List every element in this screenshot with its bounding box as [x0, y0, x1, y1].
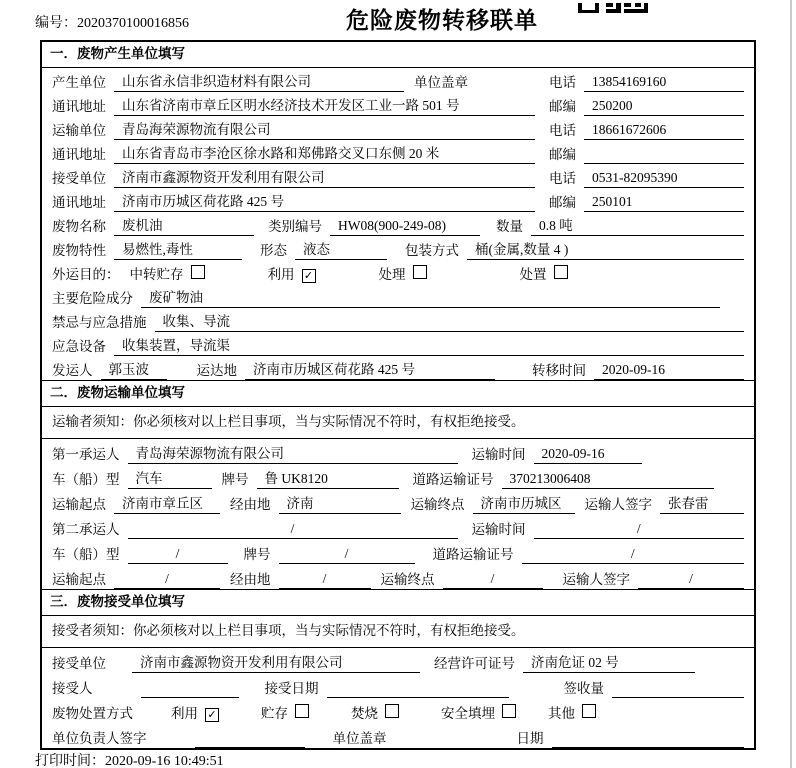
transport-zip-label: 邮编: [549, 147, 576, 162]
receiver-zip-value: 250101: [584, 192, 744, 212]
row-route2: [42, 564, 754, 589]
receiver-unit-value: 济南市鑫源物资开发利用有限公司: [114, 168, 535, 188]
destination-label: 运达地: [196, 363, 237, 378]
carrier-sign1-label: 运输人签字: [584, 497, 652, 512]
via1-value: 济南: [279, 494, 401, 514]
road-permit2-label: 道路运输证号: [432, 547, 514, 562]
treat-label: 处理: [378, 267, 406, 282]
receiver-phone-value: 0531-82095390: [584, 168, 744, 188]
acceptor-label: 接受人: [52, 681, 93, 696]
transfer-date-label: 转移时间: [532, 363, 586, 378]
row-transfer-purpose: [42, 260, 754, 284]
producer-phone-label: 电话: [549, 75, 576, 90]
transfer-date-value: 2020-09-16: [594, 360, 744, 380]
road-permit1-label: 道路运输证号: [412, 472, 494, 487]
qr-code-fragment-icon: [578, 0, 648, 10]
producer-zip-value: 250200: [584, 96, 744, 116]
responsible-signature-label: 单位负责人签字: [52, 731, 147, 746]
option-disposal-storage: [261, 704, 309, 723]
second-carrier-label: 第二承运人: [52, 522, 120, 537]
shipper-label: 发运人: [52, 363, 93, 378]
signed-quantity-value: [612, 679, 744, 698]
second-carrier-value: /: [128, 519, 458, 539]
accept-date-value: [327, 679, 509, 698]
transport-phone-value: 18661672606: [584, 120, 744, 140]
row-waste-property: [42, 236, 754, 260]
destination-value: 济南市历城区荷花路 425 号: [245, 360, 495, 380]
row-acceptor: [42, 673, 754, 698]
row-responsible-signature: [42, 723, 754, 748]
row-receiver-unit: [42, 164, 754, 188]
vehicle-type1-value: 汽车: [128, 469, 212, 489]
utilize-checkbox: ✓: [302, 269, 316, 283]
receiver-phone-label: 电话: [549, 171, 576, 186]
scan-edge-artifact: [790, 0, 792, 768]
form-state-label: 形态: [260, 243, 287, 258]
row-waste-name: [42, 212, 754, 236]
option-treat: [379, 265, 427, 284]
disposal-incinerate-label: 焚烧: [351, 706, 378, 721]
receiver-unit-label: 接受单位: [52, 171, 106, 186]
transport-unit-value: 青岛海荣源物流有限公司: [114, 120, 535, 140]
utilize-label: 利用: [267, 267, 295, 282]
row-receiver-address: [42, 188, 754, 212]
carrier-sign2-value: /: [638, 569, 744, 589]
receiver-zip-label: 邮编: [549, 195, 576, 210]
disposal-landfill-label: 安全填埋: [441, 706, 495, 721]
row-producer-unit: [42, 68, 754, 92]
option-dispose: [520, 265, 568, 284]
emergency-equipment-value: 收集装置，导流渠: [114, 336, 744, 356]
accepting-unit-label: 接受单位: [52, 656, 106, 671]
disposal-storage-checkbox: [295, 704, 309, 718]
plate2-label: 牌号: [243, 547, 271, 562]
signed-quantity-label: 签收量: [563, 681, 604, 696]
form-state-value: 液态: [295, 240, 387, 260]
disposal-utilize-label: 利用: [171, 706, 198, 721]
row-first-carrier: [42, 439, 754, 464]
row-vehicle-type2: [42, 539, 754, 564]
first-carrier-label: 第一承运人: [52, 447, 120, 462]
section-receiver: [42, 589, 754, 748]
row-vehicle-type1: [42, 464, 754, 489]
transport-time1-value: 2020-09-16: [534, 444, 642, 464]
row-disposal-method: [42, 698, 754, 723]
transport-time2-value: /: [534, 519, 745, 539]
waste-property-label: 废物特性: [52, 243, 106, 258]
quantity-label: 数量: [496, 219, 523, 234]
serial-number: [35, 12, 189, 32]
serial-label: 编号：: [35, 16, 77, 31]
disposal-method-label: 废物处置方式: [52, 706, 133, 721]
treat-checkbox: [413, 265, 427, 279]
origin1-label: 运输起点: [52, 497, 106, 512]
transit-storage-checkbox: [191, 265, 205, 279]
first-carrier-value: 青岛海荣源物流有限公司: [128, 444, 458, 464]
row-emergency-equipment: [42, 332, 754, 356]
row-emergency-measures: [42, 308, 754, 332]
license-label: 经营许可证号: [434, 656, 515, 671]
category-code-value: HW08(900-249-08): [330, 216, 480, 236]
row-producer-address: [42, 92, 754, 116]
transport-zip-value: [584, 145, 744, 164]
option-disposal-utilize: [171, 704, 219, 723]
accepting-unit-value: 济南市鑫源物资开发利用有限公司: [132, 653, 420, 673]
option-disposal-other: [548, 704, 596, 723]
row-accepting-unit: [42, 648, 754, 673]
receiver-unit-seal-label: 单位盖章: [332, 731, 387, 746]
road-permit1-value: 370213006408: [502, 469, 714, 489]
acceptor-value: [141, 679, 239, 698]
row-second-carrier: [42, 514, 754, 539]
carrier-sign2-label: 运输人签字: [562, 572, 630, 587]
print-time-value: 2020-09-16 10:49:51: [105, 754, 224, 768]
endpoint1-value: 济南市历城区: [473, 494, 575, 514]
transport-address-label: 通讯地址: [52, 147, 106, 162]
page-title: 危险废物转移联单: [346, 7, 538, 33]
packaging-label: 包装方式: [405, 243, 459, 258]
row-transport-unit: [42, 116, 754, 140]
option-disposal-incinerate: [351, 704, 399, 723]
disposal-incinerate-checkbox: [385, 704, 399, 718]
disposal-other-label: 其他: [548, 706, 575, 721]
carrier-sign1-value: 张春雷: [660, 494, 744, 514]
option-disposal-landfill: [441, 704, 516, 723]
transport-address-value: 山东省青岛市李沧区徐水路和郑佛路交叉口东侧 20 米: [114, 144, 535, 164]
via2-label: 经由地: [230, 572, 271, 587]
origin2-value: /: [114, 569, 220, 589]
emergency-measures-value: 收集、导流: [155, 312, 745, 332]
row-route1: [42, 489, 754, 514]
vehicle-type2-value: /: [128, 544, 228, 564]
accept-date-label: 接受日期: [264, 681, 319, 696]
transporter-notice: 运输者须知：你必须核对以上栏目事项，当与实际情况不符时，有权拒绝接受。: [42, 407, 754, 439]
serial-value: 2020370100016856: [77, 16, 189, 31]
print-time: [35, 750, 224, 768]
form-table: [40, 40, 756, 750]
row-main-hazard: [42, 284, 754, 308]
row-shipper: [42, 356, 754, 380]
option-utilize: [268, 265, 316, 284]
endpoint2-label: 运输终点: [380, 572, 435, 587]
disposal-landfill-checkbox: [502, 704, 516, 718]
producer-unit-label: 产生单位: [52, 75, 106, 90]
disposal-other-checkbox: [582, 704, 596, 718]
origin2-label: 运输起点: [52, 572, 106, 587]
dispose-checkbox: [554, 265, 568, 279]
receiver-address-label: 通讯地址: [52, 195, 106, 210]
quantity-value: 0.8 吨: [531, 216, 744, 236]
transfer-purpose-label: 外运目的：: [52, 267, 120, 282]
via2-value: /: [279, 569, 371, 589]
date-value: [552, 729, 745, 748]
date-label: 日期: [516, 731, 544, 746]
section-producer-title: 一．废物产生单位填写: [42, 42, 754, 68]
endpoint2-value: /: [443, 569, 543, 589]
producer-phone-value: 13854169160: [584, 72, 744, 92]
print-time-label: 打印时间：: [35, 754, 105, 768]
waste-property-value: 易燃性,毒性: [114, 240, 242, 260]
emergency-measures-label: 禁忌与应急措施: [52, 315, 147, 330]
main-hazard-label: 主要危险成分: [52, 291, 133, 306]
transport-unit-label: 运输单位: [52, 123, 106, 138]
producer-unit-value: 山东省永信非织造材料有限公司: [114, 72, 404, 92]
unit-seal-label: 单位盖章: [414, 75, 468, 90]
receiver-address-value: 济南市历城区荷花路 425 号: [114, 192, 535, 212]
producer-address-label: 通讯地址: [52, 99, 106, 114]
via1-label: 经由地: [230, 497, 271, 512]
disposal-storage-label: 贮存: [261, 706, 288, 721]
road-permit2-value: /: [522, 544, 745, 564]
main-hazard-value: 废矿物油: [141, 288, 720, 308]
endpoint1-label: 运输终点: [410, 497, 465, 512]
waste-name-label: 废物名称: [52, 219, 106, 234]
vehicle-type1-label: 车（船）型: [52, 472, 120, 487]
transit-storage-label: 中转贮存: [129, 267, 184, 282]
transport-phone-label: 电话: [549, 123, 576, 138]
section-transporter-title: 二．废物运输单位填写: [42, 380, 754, 407]
section-producer: [42, 42, 754, 380]
vehicle-type2-label: 车（船）型: [52, 547, 120, 562]
row-transport-address: [42, 140, 754, 164]
shipper-value: 郭玉波: [101, 360, 167, 380]
plate2-value: /: [279, 544, 415, 564]
category-code-label: 类别编号: [268, 219, 322, 234]
origin1-value: 济南市章丘区: [114, 494, 220, 514]
option-transit-storage: [130, 265, 205, 284]
plate1-label: 牌号: [221, 472, 249, 487]
dispose-label: 处置: [519, 267, 547, 282]
transport-time1-label: 运输时间: [471, 447, 526, 462]
responsible-signature-value: [195, 729, 305, 748]
waste-name-value: 废机油: [114, 216, 254, 236]
plate1-value: 鲁 UK8120: [257, 469, 399, 489]
emergency-equipment-label: 应急设备: [52, 339, 106, 354]
section-transporter: [42, 380, 754, 589]
receiver-notice: 接受者须知：你必须核对以上栏目事项，当与实际情况不符时，有权拒绝接受。: [42, 616, 754, 648]
producer-zip-label: 邮编: [549, 99, 576, 114]
producer-address-value: 山东省济南市章丘区明水经济技术开发区工业一路 501 号: [114, 96, 535, 116]
disposal-utilize-checkbox: ✓: [205, 708, 219, 722]
license-value: 济南危证 02 号: [523, 653, 695, 673]
section-receiver-title: 三．废物接受单位填写: [42, 589, 754, 616]
transport-time2-label: 运输时间: [471, 522, 526, 537]
packaging-value: 桶(金属,数量 4 ): [467, 240, 744, 260]
